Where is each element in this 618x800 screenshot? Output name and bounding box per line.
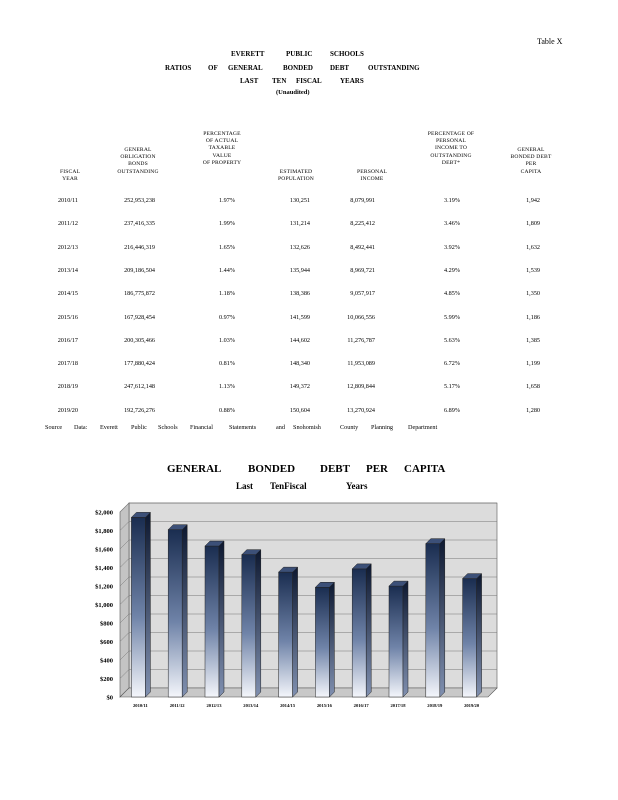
header-line: INCOME	[360, 176, 384, 183]
x-tick-label: 2012/13	[206, 703, 222, 708]
header-line: INCOME TO	[434, 145, 468, 152]
cell-bonds: 209,186,504	[124, 266, 155, 274]
y-tick-label: $2,000	[95, 509, 113, 517]
column-header-bonds	[116, 147, 160, 176]
title-word: EVERETT	[231, 50, 265, 58]
cell-pop: 135,944	[289, 266, 310, 274]
cell-pop: 138,386	[289, 290, 310, 298]
cell-year: 2015/16	[57, 313, 78, 321]
chart-subtitle-word: Years	[346, 481, 368, 491]
header-line: GENERAL	[124, 147, 152, 153]
x-tick-label: 2010/11	[132, 703, 148, 708]
y-tick-label: $1,800	[95, 528, 113, 535]
cell-pop: 150,604	[289, 406, 310, 414]
cell-per-capita: 1,199	[526, 360, 540, 368]
bar	[242, 550, 261, 697]
cell-per-capita: 1,632	[526, 243, 540, 251]
x-tick-label: 2013/14	[243, 703, 259, 708]
header-line: OF ACTUAL	[205, 138, 239, 145]
cell-year: 2016/17	[57, 336, 78, 344]
cell-income: 9,057,917	[350, 290, 375, 298]
cell-per-capita: 1,350	[526, 290, 540, 298]
column-header-pct-taxable	[198, 131, 246, 167]
header-line: PERSONAL	[357, 169, 388, 175]
cell-per-capita: 1,385	[526, 336, 540, 344]
cell-bonds: 177,880,424	[124, 360, 155, 368]
cell-income: 11,276,787	[347, 336, 375, 344]
title-word: YEARS	[340, 77, 364, 85]
cell-bonds: 237,416,335	[124, 220, 155, 228]
cell-bonds: 167,928,454	[124, 313, 155, 321]
source-word: Department	[408, 424, 438, 431]
cell-year: 2010/11	[57, 197, 78, 204]
cell-pct-income: 4.29%	[444, 266, 460, 274]
y-tick-label: $1,400	[95, 565, 113, 572]
x-tick-label: 2018/19	[427, 703, 443, 708]
cell-pct: 1.13%	[219, 383, 235, 391]
cell-pct: 1.65%	[219, 243, 235, 251]
y-tick-label: $0	[106, 694, 113, 702]
header-line: YEAR	[62, 176, 78, 183]
x-tick-label: 2019/20	[464, 703, 480, 708]
x-tick-label: 2011/12	[169, 703, 185, 708]
bar	[131, 512, 150, 697]
y-tick-label: $400	[100, 657, 113, 665]
cell-per-capita: 1,186	[526, 313, 540, 321]
x-tick-label: 2015/16	[316, 703, 332, 708]
cell-pop: 130,251	[289, 197, 310, 204]
bar	[279, 567, 298, 697]
cell-year: 2017/18	[57, 360, 78, 368]
chart-title-word: GENERAL	[167, 463, 222, 475]
title-word: BONDED	[283, 64, 313, 72]
header-line: FISCAL	[60, 169, 81, 175]
y-tick-label: $800	[100, 620, 113, 628]
y-tick-label: $1,200	[95, 583, 113, 591]
bar	[463, 574, 482, 697]
cell-bonds: 186,775,872	[124, 290, 155, 298]
source-word: County	[340, 424, 359, 431]
cell-year: 2018/19	[57, 383, 78, 391]
cell-pct-income: 4.85%	[444, 290, 460, 298]
source-word: Source	[45, 424, 63, 431]
source-word: Statements	[229, 424, 257, 431]
title-word: LAST	[240, 77, 259, 85]
header-line: BONDED DEBT	[510, 154, 552, 161]
cell-income: 11,953,089	[347, 360, 375, 368]
cell-year: 2014/15	[57, 290, 78, 298]
cell-year: 2019/20	[57, 406, 78, 414]
cell-pct-income: 6.72%	[444, 360, 460, 368]
title-word: OF	[208, 64, 218, 72]
title-word: SCHOOLS	[330, 50, 364, 58]
cell-per-capita: 1,942	[526, 197, 540, 204]
cell-pct: 1.44%	[219, 266, 235, 274]
source-word: Planning	[371, 424, 394, 431]
cell-per-capita: 1,539	[526, 266, 540, 274]
cell-pct-income: 3.19%	[444, 197, 460, 204]
cell-bonds: 252,953,238	[124, 197, 155, 204]
table-label: Table X	[537, 37, 563, 46]
header-line: OUTSTANDING	[430, 152, 472, 159]
source-word: Everett	[100, 424, 118, 431]
header-line: GENERAL	[517, 147, 545, 153]
header-line: PER	[525, 161, 537, 168]
chart-title-word: CAPITA	[404, 463, 446, 475]
title-word: OUTSTANDING	[368, 64, 420, 72]
cell-bonds: 192,726,276	[124, 406, 155, 414]
y-tick-label: $600	[100, 639, 113, 646]
bar	[352, 564, 371, 697]
cell-pct: 0.81%	[219, 360, 235, 368]
cell-pop: 144,602	[289, 336, 310, 344]
column-header-population	[275, 169, 317, 183]
x-tick-label: 2017/18	[390, 703, 406, 708]
header-line: POPULATION	[278, 176, 314, 183]
title-word: DEBT	[330, 64, 350, 72]
cell-pop: 132,626	[289, 243, 310, 251]
cell-pct-income: 5.99%	[444, 313, 460, 321]
source-word: Public	[131, 424, 147, 431]
title-word: FISCAL	[296, 77, 322, 85]
bar-chart	[0, 495, 618, 720]
title-unaudited: (Unaudited)	[276, 89, 310, 96]
chart-subtitle-word: TenFiscal	[270, 481, 307, 491]
title-word: TEN	[272, 77, 287, 85]
cell-pop: 149,372	[289, 383, 310, 391]
header-line: DEBT*	[441, 159, 461, 166]
chart-subtitle-word: Last	[236, 481, 254, 491]
header-line: ESTIMATED	[279, 169, 313, 175]
cell-income: 8,969,721	[350, 266, 375, 274]
source-word: and	[276, 424, 285, 431]
column-header-fiscal-year	[60, 169, 80, 183]
bar	[315, 582, 334, 697]
source-word: Data:	[74, 424, 88, 431]
title-word: GENERAL	[228, 64, 263, 72]
column-header-income	[357, 169, 387, 183]
cell-pct: 1.97%	[219, 197, 235, 204]
header-line: VALUE	[212, 152, 232, 159]
cell-year: 2011/12	[57, 220, 78, 228]
title-word: RATIOS	[165, 64, 192, 72]
title-word: PUBLIC	[286, 50, 313, 58]
cell-pct-income: 6.89%	[444, 406, 460, 414]
header-line: OF PROPERTY	[202, 159, 242, 166]
cell-pct: 1.18%	[219, 290, 235, 298]
header-line: TAXABLE	[208, 145, 236, 152]
chart-title-word: BONDED	[248, 463, 296, 475]
cell-income: 13,270,924	[347, 406, 375, 414]
cell-bonds: 247,612,148	[124, 383, 155, 391]
header-line: OUTSTANDING	[117, 168, 159, 175]
bar	[168, 525, 187, 697]
cell-pct-income: 3.46%	[444, 220, 460, 228]
y-tick-label: $200	[100, 676, 113, 683]
header-line: OBLIGATION	[120, 154, 156, 161]
column-header-per-capita	[496, 147, 566, 176]
cell-income: 8,225,412	[350, 220, 375, 228]
cell-per-capita: 1,280	[526, 406, 540, 414]
y-tick-label: $1,600	[95, 546, 113, 554]
cell-income: 12,809,844	[347, 383, 375, 391]
bar	[205, 541, 224, 697]
cell-per-capita: 1,658	[526, 383, 540, 391]
cell-year: 2013/14	[57, 266, 78, 274]
cell-pct: 1.99%	[219, 220, 235, 228]
cell-pct-income: 3.92%	[444, 243, 460, 251]
header-line: PERCENTAGE	[203, 131, 241, 137]
cell-bonds: 216,446,319	[124, 243, 155, 251]
cell-pct: 1.03%	[219, 336, 235, 344]
column-header-pct-income	[414, 131, 488, 167]
header-line: PERCENTAGE OF	[427, 131, 475, 137]
cell-year: 2012/13	[57, 243, 78, 251]
cell-per-capita: 1,809	[526, 220, 540, 228]
source-word: Schools	[158, 424, 178, 431]
chart-title-word: PER	[366, 463, 388, 475]
header-line: CAPITA	[520, 168, 542, 175]
cell-pop: 148,340	[289, 360, 310, 368]
y-tick-label: $1,000	[95, 602, 113, 609]
cell-pop: 141,599	[289, 313, 310, 321]
header-line: BONDS	[128, 161, 148, 168]
cell-pct: 0.88%	[219, 406, 235, 414]
cell-income: 8,492,441	[350, 243, 375, 251]
cell-income: 8,079,991	[350, 197, 375, 204]
cell-income: 10,066,556	[347, 313, 375, 321]
source-word: Financial	[190, 424, 214, 431]
chart-title-word: DEBT	[320, 463, 350, 475]
x-tick-label: 2014/15	[280, 703, 296, 708]
x-tick-label: 2016/17	[353, 703, 369, 708]
cell-bonds: 200,305,466	[124, 336, 155, 344]
cell-pct-income: 5.63%	[444, 336, 460, 344]
cell-pct: 0.97%	[219, 313, 235, 321]
header-line: PERSONAL	[435, 138, 467, 145]
bar	[389, 581, 408, 697]
source-word: Snohomish	[293, 424, 321, 431]
cell-pop: 131,214	[289, 220, 310, 228]
cell-pct-income: 5.17%	[444, 383, 460, 391]
bar	[426, 539, 445, 697]
